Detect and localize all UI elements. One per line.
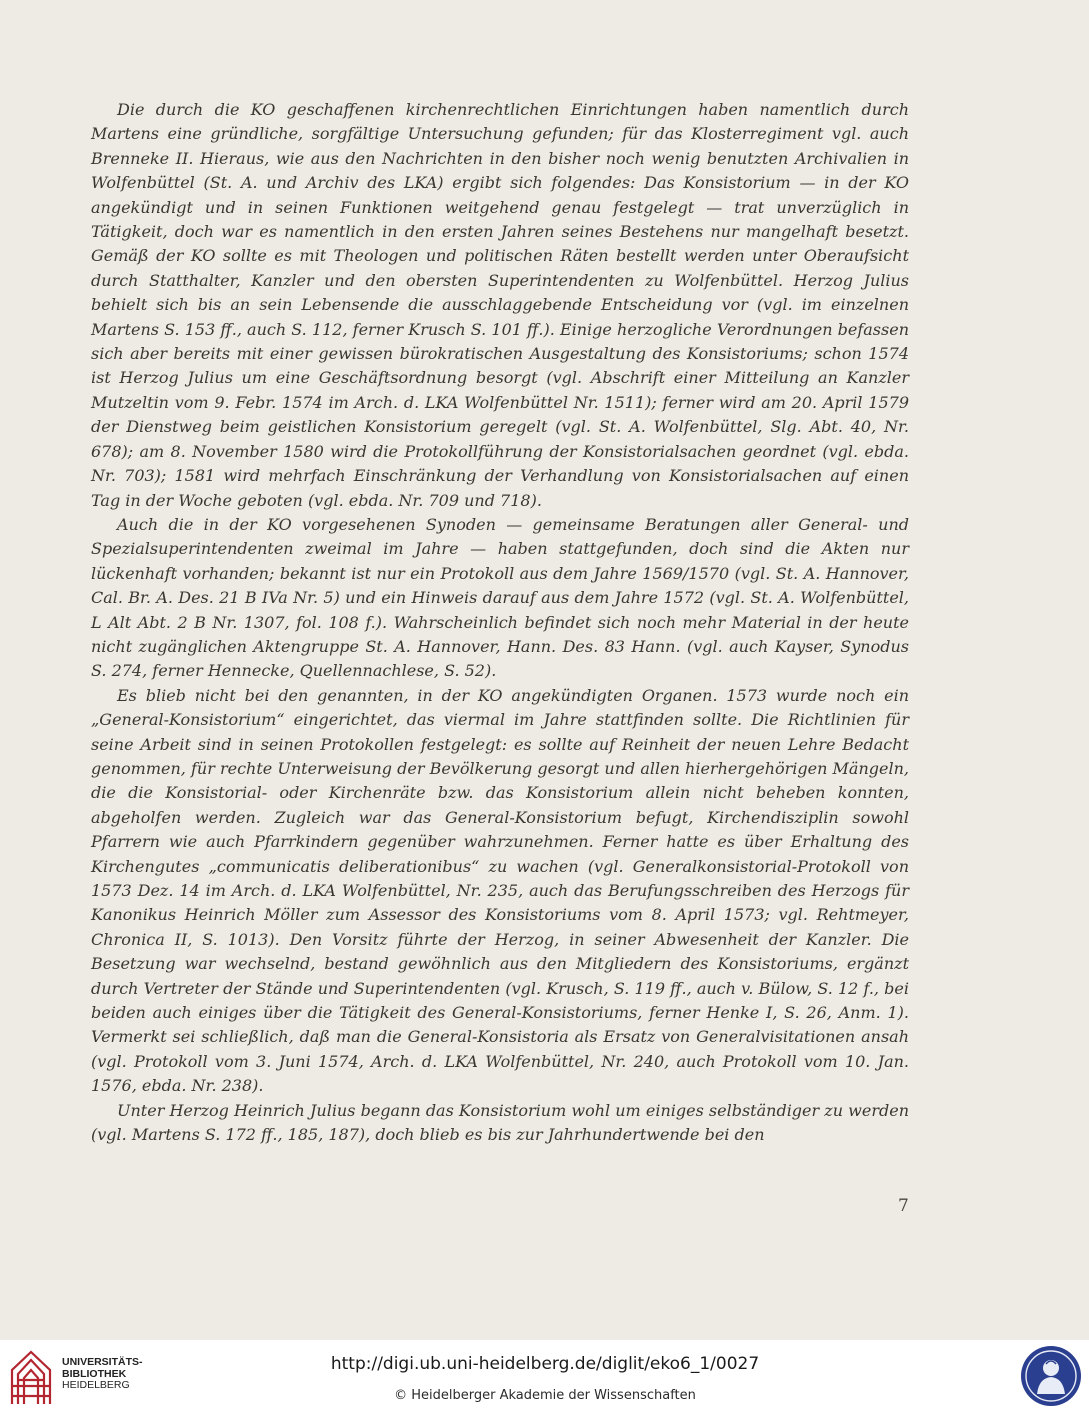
paragraph: Die durch die KO geschaffenen kirchenrechtlichen Einrichtungen haben namentlich durch Martens eine gründliche, sorgfältige Untersuchung gefunden; für das Klosterregiment vgl. auch Brenneke II. Hieraus, wie aus den Nachrichten in den bisher noch wenig benutzten Archivalien in Wolfenbüttel (St. A. und Archiv des LKA) ergibt sich folgendes: Das Konsistorium — in der KO angekündigt und in seinen Funktionen weitgehend genau festgelegt — trat unverzüglich in Tätigkeit, doch war es namentlich in den ersten Jahren seines Bestehens nur mangelhaft besetzt. Gemäß der KO sollte es mit Theologen und politischen Räten bestellt werden unter Oberaufsicht durch Statthalter, Kanzler und den obersten Superintendenten zu Wolfenbüttel. Herzog Julius behielt sich bis an sein Lebensende die ausschlaggebende Entscheidung vor (vgl. im einzelnen Martens S. 153 ff., auch S. 112, ferner Krusch S. 101 ff.). Einige herzogliche Verordnungen befassen sich aber bereits mit einer gewissen bürokratischen Ausgestaltung des Konsistoriums; schon 1574 ist Herzog Julius um eine Geschäftsordnung besorgt (vgl. Abschrift einer Mitteilung an Kanzler Mutzeltin vom 9. Febr. 1574 im Arch. d. LKA Wolfenbüttel Nr. 1511); ferner wird am 20. April 1579 der Dienstweg beim geistlichen Konsistorium geregelt (vgl. St. A. Wolfenbüttel, Slg. Abt. 40, Nr. 678); am 8. November 1580 wird die Protokollführung der Konsistorialsachen geordnet (vgl. ebda. Nr. 703); 1581 wird mehrfach Einschränkung der Verhandlung von Konsistorialsachen auf einen Tag in der Woche geboten (vgl. ebda. Nr. 709 und 718).: [91, 100, 909, 510]
library-name-line1: UNIVERSITÄTS-: [62, 1356, 143, 1368]
body-text: [91, 98, 909, 1147]
permalink-url[interactable]: http://digi.ub.uni-heidelberg.de/diglit/eko6_1/0027: [330, 1354, 760, 1374]
paragraph: Auch die in der KO vorgesehenen Synoden — gemeinsame Beratungen aller General- und Spezialsuperintendenten zweimal im Jahre — haben stattgefunden, doch sind die Akten nur lückenhaft vorhanden; bekannt ist nur ein Protokoll aus dem Jahre 1569/1570 (vgl. St. A. Hannover, Cal. Br. A. Des. 21 B IVa Nr. 5) und ein Hinweis darauf aus dem Jahre 1572 (vgl. St. A. Wolfenbüttel, L Alt Abt. 2 B Nr. 1307, fol. 108 f.). Wahrscheinlich befindet sich noch mehr Material in der heute nicht zugänglichen Aktengruppe St. A. Hannover, Hann. Des. 83 Hann. (vgl. auch Kayser, Synodus S. 274, ferner Hennecke, Quellennachlese, S. 52).: [91, 514, 909, 681]
paragraph: Es blieb nicht bei den genannten, in der KO angekündigten Organen. 1573 wurde noch ein „General-Konsistorium“ eingerichtet, das viermal im Jahre stattfinden sollte. Die Richtlinien für seine Arbeit sind in seinen Protokollen festgelegt: es sollte auf Reinheit der neuen Lehre Bedacht genommen, für rechte Unterweisung der Bevölkerung gesorgt und allen hierhergehörigen Mängeln, die die Konsistorial- oder Kirchenräte bzw. das Konsistorium allein nicht beheben konnten, abgeholfen werden. Zugleich war das General-Konsistorium befugt, Kirchendisziplin sowohl Pfarrern wie auch Pfarrkindern gegenüber wahrzunehmen. Ferner hatte es über Erhaltung des Kirchengutes „communicatis deliberationibus“ zu wachen (vgl. Generalkonsistorial-Protokoll von 1573 Dez. 14 im Arch. d. LKA Wolfenbüttel, Nr. 235, auch das Berufungsschreiben des Herzogs für Kanonikus Heinrich Möller zum Assessor des Konsistoriums vom 8. April 1573; vgl. Rehtmeyer, Chronica II, S. 1013). Den Vorsitz führte der Herzog, in seiner Abwesenheit der Kanzler. Die Besetzung war wechselnd, bestand gewöhnlich aus den Mitgliedern des Konsistoriums, ergänzt durch Vertreter der Stände und Superintendenten (vgl. Krusch, S. 119 ff., auch v. Bülow, S. 12 f., bei beiden auch einiges über die Tätigkeit des General-Konsistoriums, ferner Henke I, S. 26, Anm. 1). Vermerkt sei schließlich, daß man die General-Konsistoria als Ersatz von Generalvisitationen ansah (vgl. Protokoll vom 3. Juni 1574, Arch. d. LKA Wolfenbüttel, Nr. 240, auch Protokoll vom 10. Jan. 1576, ebda. Nr. 238).: [91, 685, 909, 1096]
library-name-line3: HEIDELBERG: [62, 1379, 130, 1391]
page-number: 7: [898, 1196, 909, 1216]
library-name: [62, 1357, 143, 1392]
copyright-notice: © Heidelberger Akademie der Wissenschaften: [394, 1388, 696, 1403]
academy-seal-icon: [1019, 1344, 1083, 1408]
library-name-line2: BIBLIOTHEK: [62, 1367, 127, 1380]
ub-heidelberg-logo-icon: [8, 1346, 54, 1408]
footer-bar: [0, 1340, 1089, 1416]
paragraph: Unter Herzog Heinrich Julius begann das Konsistorium wohl um einiges selbständiger zu werden (vgl. Martens S. 172 ff., 185, 187), doch blieb es bis zur Jahrhundertwende bei den: [91, 1100, 909, 1145]
